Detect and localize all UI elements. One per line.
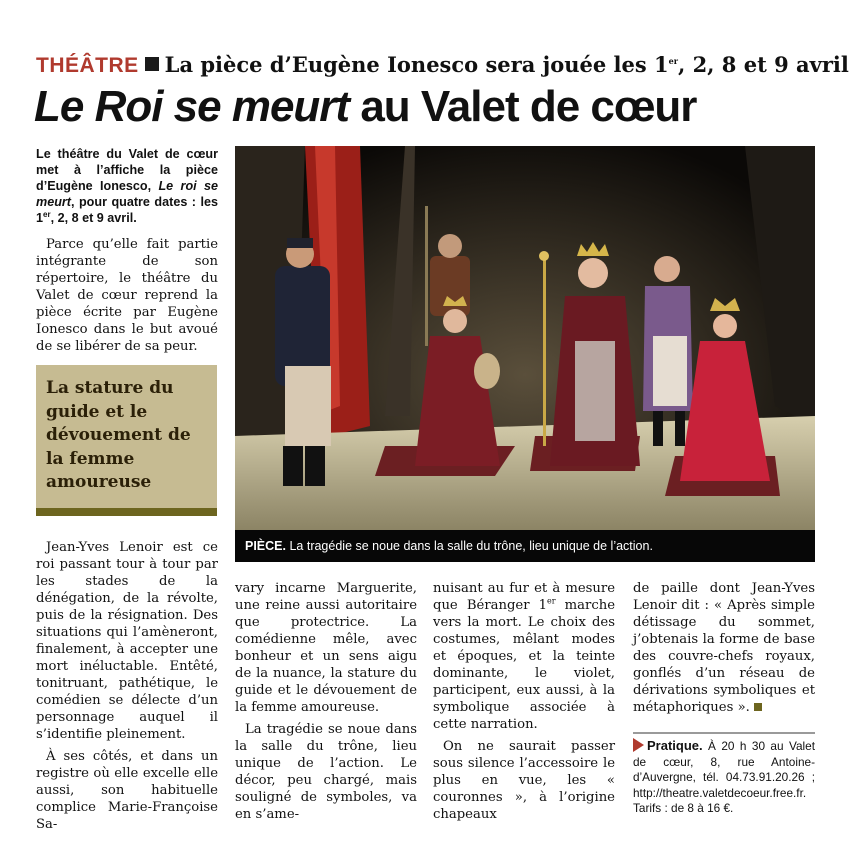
col3-part-a: nuisant au fur et à mesure que Béranger 1	[433, 581, 615, 613]
lead-sup: er	[43, 209, 51, 219]
arrow-right-icon	[633, 738, 644, 752]
kicker-text-a: La pièce d’Eugène Ionesco sera jouée les 1	[164, 52, 669, 77]
col4-text: de paille dont Jean-Yves Lenoir dit : « Après simple détissage du sommet, j’obtenais la forme de base des couvre-chefs royaux, gonflés d’un réseau de dérivations symboliques et métaphoriques ».	[633, 581, 815, 715]
body-column-4	[633, 580, 815, 716]
lead-part-b: , pour quatre dates : les 1	[36, 195, 218, 225]
pratique-box	[633, 732, 815, 817]
lead-play-title: Le roi se meurt	[36, 179, 218, 209]
caption-label: PIÈCE.	[245, 539, 286, 553]
headline-play-title: Le Roi se meurt	[34, 82, 350, 131]
intro-text: Parce qu’elle fait partie intégrante de son répertoire, le théâtre du Valet de cœur reprend la pièce écrite par Eugène Ionesco dans le but avoué de se libérer de sa peur.	[36, 237, 218, 354]
section-tag: THÉÂTRE	[36, 54, 139, 77]
caption-text: La tragédie se noue dans la salle du trône, lieu unique de l’action.	[286, 539, 653, 553]
col1-paragraph-2: À ses côtés, et dans un registre où elle excelle elle aussi, son habituelle complice Marie-Françoise Sa-	[36, 749, 218, 832]
kicker-sup: er	[668, 56, 678, 66]
col3-part-b: marche vers la mort. Le choix des costumes, mêlant modes et époques, et la teinte dominante, le violet, participent, eux aussi, à la symbolique associée à cette narration.	[433, 598, 615, 732]
lead-part-a: Le théâtre du Valet de cœur met à l’affiche la pièce d’Eugène Ionesco,	[36, 147, 218, 193]
kicker-text-b: , 2, 8 et 9 avril	[677, 52, 849, 77]
pull-quote-bar	[36, 508, 217, 516]
col2-paragraph-2: La tragédie se noue dans la salle du trône, lieu unique de l’action. Le décor, peu chargé, mais souligné de symboles, va en s’ame-	[235, 722, 417, 822]
intro-paragraph	[36, 236, 218, 355]
square-bullet-icon	[145, 57, 159, 71]
photo-caption	[235, 530, 815, 562]
col2-paragraph-1: vary incarne Marguerite, une reine aussi autoritaire que protectrice. La comédienne mêle, avec bonheur et un sens aigu de la nuance, la stature du guide et le dévouement de la femme amoureuse.	[235, 581, 417, 715]
kicker-line	[36, 52, 849, 78]
col4-paragraph-1	[633, 580, 815, 716]
pratique-text: À 20 h 30 au Valet de cœur, 8, rue Antoine-d’Auvergne, tél. 04.73.91.20.26 ; http://theatre.valetdecoeur.free.fr. Tarifs : de 8 à 16 €.	[633, 739, 815, 815]
stage-photo	[235, 146, 815, 562]
body-column-3	[433, 580, 615, 823]
body-column-2	[235, 580, 417, 823]
col3-paragraph-1	[433, 580, 615, 733]
headline-rest: au Valet de cœur	[349, 82, 697, 131]
lead-part-c: , 2, 8 et 9 avril.	[50, 211, 137, 225]
pull-quote-box	[36, 365, 217, 508]
end-square-icon	[754, 703, 762, 711]
col3-paragraph-2: On ne saurait passer sous silence l’accessoire le plus en vue, les « couronnes », à l’origine chapeaux	[433, 739, 615, 822]
pratique-label: Pratique.	[647, 738, 703, 753]
body-column-1	[36, 539, 218, 833]
stage-photo-image	[235, 146, 815, 562]
col3-sup: er	[547, 596, 556, 606]
col1-paragraph-1: Jean-Yves Lenoir est ce roi passant tour à tour par les stades de la dénégation, de la révolte, puis de la résignation. Des situations qui l’amèneront, finalement, à accepter une mort inéluctable. Entêté, tonitruant, pathétique, le comédien se délecte d’un personnage auquel il s’identifie pleinement.	[36, 540, 218, 742]
pull-quote-text: La stature du guide et le dévouement de la femme amoureuse	[46, 378, 191, 492]
headline	[34, 82, 696, 132]
lead-paragraph	[36, 146, 218, 226]
